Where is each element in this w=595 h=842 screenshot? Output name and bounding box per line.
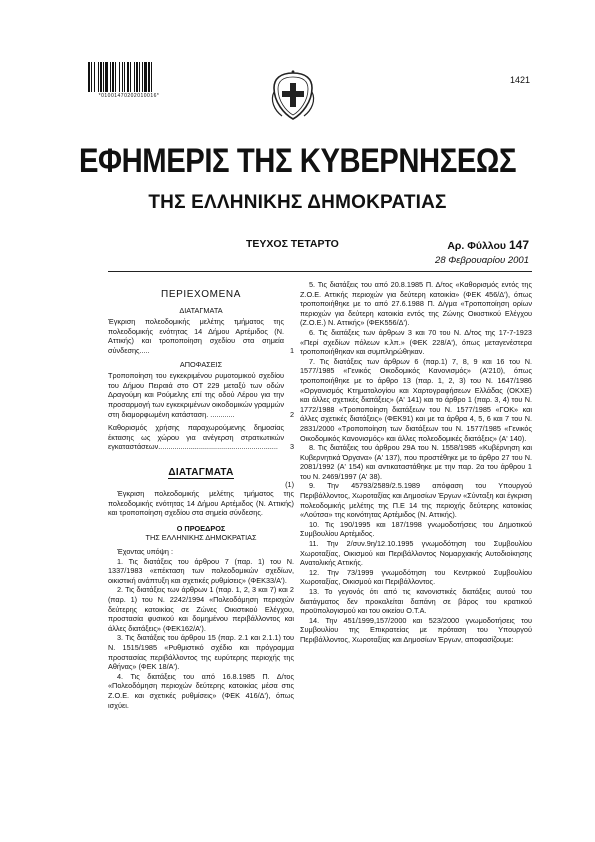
barcode-bar xyxy=(105,62,108,92)
gazette-subtitle: ΤΗΣ ΕΛΛΗΝΙΚΗΣ ΔΗΜΟΚΡΑΤΙΑΣ xyxy=(148,192,447,213)
barcode-bar xyxy=(142,62,143,92)
issue-date: 28 Φεβρουαρίου 2001 xyxy=(435,255,529,266)
contents-item[interactable] xyxy=(108,371,294,419)
decree-paragraph: 1. Τις διατάξεις του άρθρου 7 (παρ. 1) του Ν. 1337/1983 «επέκταση των πολεοδομικών σχεδίων, οικιστική ανάπτυξη και σχετικές ρυθμίσεις» (ΦΕΚ33/Α'). xyxy=(108,556,294,585)
header-divider xyxy=(108,271,532,272)
sheet-label: Αρ. Φύλλου xyxy=(447,240,507,252)
barcode-bar xyxy=(151,62,152,92)
decree-paragraph: 3. Τις διατάξεις του άρθρου 15 (παρ. 2.1 και 2.1.1) του Ν. 1515/1985 «Ρυθμιστικό σχέδιο και πρόγραμμα προστασίας περιβάλλοντος της ευρύτερης περιοχής της Αθήνας» (ΦΕΚ 18/Α'). xyxy=(108,633,294,672)
considering-line: Έχοντας υπόψη : xyxy=(117,547,174,557)
contents-item[interactable] xyxy=(108,423,294,452)
coat-of-arms-icon xyxy=(270,70,316,122)
barcode-bar xyxy=(88,62,90,92)
sheet-info xyxy=(447,238,529,252)
contents-item-page: 1 xyxy=(289,345,294,355)
gazette-title: ΕΦΗΜΕΡΙΣ ΤΗΣ ΚΥΒΕΡΝΗΣΕΩΣ xyxy=(78,142,517,180)
decree-paragraph: 14. Την 451/1999,157/2000 και 523/2000 γνωμοδοτήσεις του Συμβουλίου της Επικρατείας με πρόταση του Υπουργού Περιβάλλοντος, Χωροταξίας και Δημοσίων Έργων, αποφασίζουμε: xyxy=(300,615,532,644)
barcode-bar xyxy=(139,62,140,92)
contents-item-text: Καθορισμός χρήσης παραχωρούμενης δημοσίας έκτασης ως χώρου για ανέγερση στρατιωτικών εγκαταστάσεων........................................................... xyxy=(108,423,284,452)
left-column xyxy=(108,290,294,710)
contents-section-heading: ΔΙΑΤΑΓΜΑΤΑ xyxy=(179,305,223,315)
barcode-bar xyxy=(115,62,116,92)
decrees-heading xyxy=(108,468,294,478)
issue-info xyxy=(246,238,529,252)
contents-section-heading: ΑΠΟΦΑΣΕΙΣ xyxy=(179,359,223,369)
decree-paragraph: 2. Τις διατάξεις των άρθρων 1 (παρ. 1, 2, 3 και 7) και 2 (παρ. 1) του Ν. 2242/1994 «Πολεοδόμηση περιοχών δεύτερης κατοικίας σε Ζώνες Οικιστικού Ελέγχου, προστασία φυσικού και δομημένου περιβάλλοντος και άλλες διατάξεις» (ΦΕΚ162/Α'). xyxy=(108,585,294,633)
decree-paragraph: 10. Τις 190/1995 και 187/1998 γνωμοδοτήσεις του Δημοτικού Συμβουλίου Αρτέμιδος. xyxy=(300,519,532,539)
issue-label: ΤΕΥΧΟΣ ΤΕΤΑΡΤΟ xyxy=(246,238,339,250)
republic-heading: ΤΗΣ ΕΛΛΗΝΙΚΗΣ ΔΗΜΟΚΡΑΤΙΑΣ xyxy=(145,533,257,543)
decree-paragraph: 12. Την 73/1999 γνωμοδότηση του Κεντρικού Συμβουλίου Χωροταξίας, Οικισμού και Περιβάλλοντος. xyxy=(300,567,532,587)
decree-paragraph: 7. Τις διατάξεις των άρθρων 6 (παρ.1) 7, 8, 9 και 16 του Ν. 1577/1985 «Γενικός Οικοδομικός Κανονισμός» (Α'210), όπως τροποποιήθηκε με το άρθρο 13 (παρ. 1, 2, 3) του Ν. 1647/1986 «Οργανισμός Κτηματολογίου και Χαρτογραφήσεων Ελλάδας (ΟΚΧΕ) και άλλες σχετικές διατάξεις» (Α' 141) και το άρθρο 1 (παρ. 3, 4) του Ν. 1772/1988 «Τροποποίηση διατάξεων του Ν. 1577/1985 «ΓΟΚ» και άλλες σχετικές διατάξεις» (ΦΕΚ91) και με τα άρθρα 4, 5, 6 και 7 του Ν. 2831/2000 «Τροποποίηση των διατάξεων του Ν. 1577/1985 «Γενικός Οικοδομικός Κανονισμός» και άλλες πολεοδομικές διατάξεις» (Α' 140). xyxy=(300,356,532,443)
barcode-graphic xyxy=(88,62,170,92)
barcode-digits: *01001470202010016* xyxy=(98,93,160,99)
barcode-bar xyxy=(130,62,131,92)
decree-paragraph: 13. Το γεγονός ότι από τις κανονιστικές διατάξεις αυτού του διατάγματος δεν προκαλείται δαπάνη σε βάρος του κρατικού προϋπολογισμού και του οικείου Ο.Τ.Α. xyxy=(300,587,532,616)
contents-item-page: 3 xyxy=(289,442,294,452)
right-column xyxy=(300,280,532,645)
decree-paragraph: 11. Την 2/συν.9η/12.10.1995 γνωμοδότηση του Συμβουλίου Χωροταξίας, Οικισμού και Περιβάλλοντος Νομαρχιακής Αυτοδιοίκησης Ανατολικής Αττικής. xyxy=(300,539,532,568)
decree-paragraph: 9. Την 45793/2589/2.5.1989 απόφαση του Υπουργού Περιβάλλοντος, Χωροταξίας και Δημοσίων Έργων «Σύνταξη και έγκριση πολεοδομικής μελέτης της Π.Ε 14 της περιοχής δεύτερης κατοικίας «Λούτσα» της κοινότητας Αρτέμιδος (Ν. Αττικής). xyxy=(300,481,532,520)
decree-paragraph: 4. Τις διατάξεις του από 16.8.1985 Π. Δ/τος «Πολεοδόμηση περιοχών δεύτερης κατοικίας μέσα στις Ζ.Ο.Ε. και σχετικές ρυθμίσεις» (ΦΕΚ 416/Δ'), όπως ισχύει. xyxy=(108,671,294,710)
decree-number: (1) xyxy=(285,479,294,489)
decree-paragraph: 6. Τις διατάξεις των άρθρων 3 και 70 του Ν. Δ/τος της 17-7-1923 «Περί σχεδίων πόλεων κ.λπ.» (ΦΕΚ 228/Α'), όπως μεταγενέστερα τροποποιήθηκαν και συμπληρώθηκαν. xyxy=(300,327,532,357)
contents-item-text: Έγκριση πολεοδομικής μελέτης τμήματος της πολεοδομικής ενότητας 14 Δήμου Αρτέμιδος (Ν. Αττικής) και τροποποίηση σχεδίου στα σημεία σύνδεσης..... xyxy=(108,317,284,355)
barcode-bar xyxy=(94,62,95,92)
barcode-bar xyxy=(144,62,147,92)
barcode-bar xyxy=(98,62,99,92)
barcode-bar xyxy=(100,62,102,92)
sheet-number: 147 xyxy=(508,238,529,252)
decree-intro: Έγκριση πολεοδομικής μελέτης τμήματος της πολεοδομικής ενότητας 14 Δήμου Αρτέμιδος (Ν. Αττικής) και τροποποίηση σχεδίου στα σημεία σύνδεσης. xyxy=(108,489,294,518)
contents-heading: ΠΕΡΙΕΧΟΜΕΝΑ xyxy=(161,289,241,300)
contents-item[interactable] xyxy=(108,317,294,355)
decree-paragraph: 5. Τις διατάξεις του από 20.8.1985 Π. Δ/τος «Καθορισμός εντός της Ζ.Ο.Ε. Αττικής περιοχών για δεύτερη κατοικία» (ΦΕΚ 456/Δ'), όπως τροποποιήθηκε με το από 27.6.1988 Π. Δ/γμα «Τροποποίηση ορίων περιοχών για δεύτερη κατοικία εντός της Ζώνης Οικιστικού Ελέγχου (Ζ.Ο.Ε.) Ν. Αττικής» (ΦΕΚ556/Δ'). xyxy=(300,280,532,328)
contents-item-text: Τροποποίηση του εγκεκριμένου ρυμοτομικού σχεδίου του Δήμου Πειραιά στο ΟΤ 229 μεταξύ των οδών Δραγούμη και Ρούμελης επί της οδού Λέρου για την προσαρμογή των εγκεκριμένων οικοδομικών γραμμών στη διαμορφωμένη κατάσταση. ............ xyxy=(108,371,284,419)
decrees-heading-text: ΔΙΑΤΑΓΜΑΤΑ xyxy=(168,466,234,478)
barcode-bar xyxy=(136,62,138,92)
president-heading: Ο ΠΡΟΕΔΡΟΣ xyxy=(176,523,226,533)
barcode-bar xyxy=(119,62,120,92)
barcode-bar xyxy=(148,62,150,92)
barcode-bar xyxy=(124,62,125,92)
barcode-bar xyxy=(122,62,123,92)
barcode-bar xyxy=(91,62,92,92)
barcode-bar xyxy=(112,62,114,92)
decree-paragraph: 8. Τις διατάξεις του άρθρου 29Α του Ν. 1558/1985 «Κυβέρνηση και Κυβερνητικά Όργανα» (Α' 137), που προστέθηκε με το άρθρο 27 του Ν. 2081/1992 (Α' 154) και αντικαταστάθηκε με την παρ. 2α του άρθρου 1 του Ν. 2469/1997 (Α' 38). xyxy=(300,443,532,481)
barcode-bar xyxy=(134,62,135,92)
barcode-bar xyxy=(127,62,129,92)
page-number: 1421 xyxy=(509,75,530,85)
barcode-bar xyxy=(103,62,104,92)
contents-item-page: 2 xyxy=(289,409,294,419)
barcode xyxy=(88,62,170,92)
barcode-bar xyxy=(110,62,111,92)
